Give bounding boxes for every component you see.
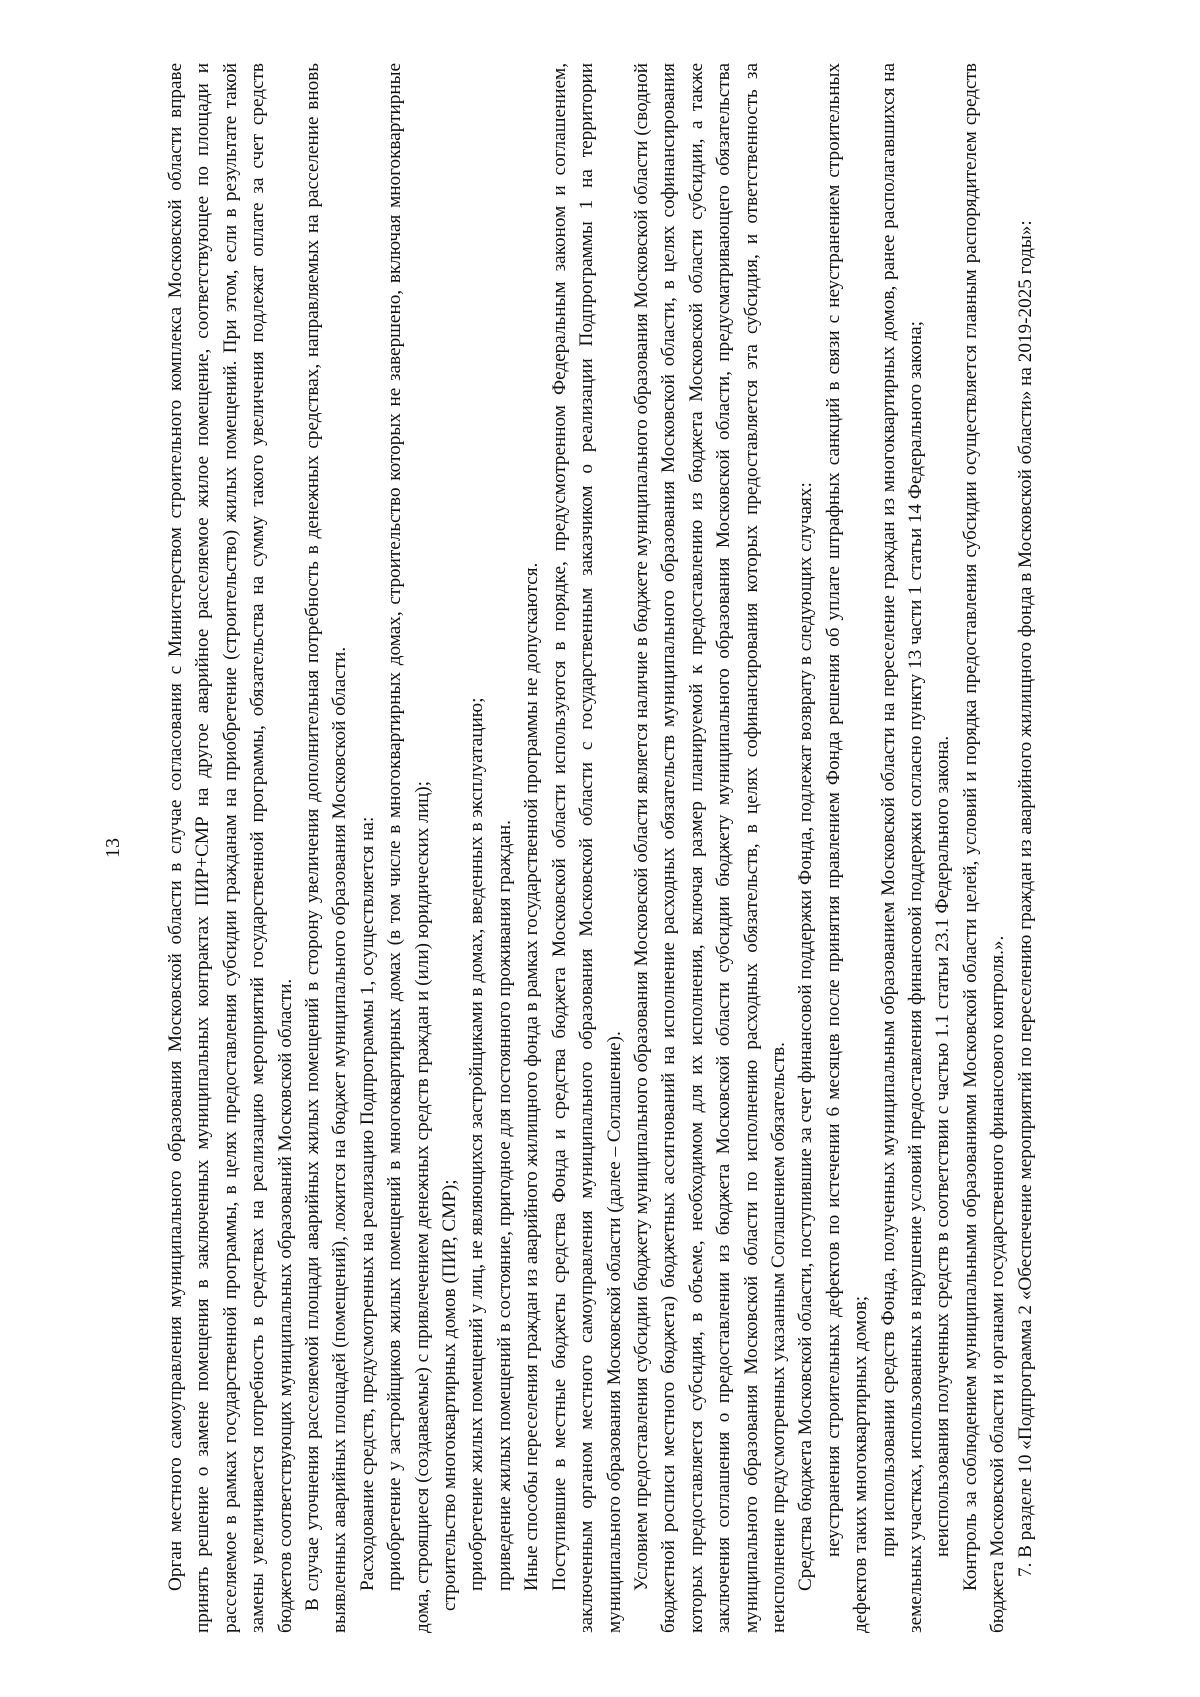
paragraph: приобретение жилых помещений у лиц, не являющихся застройщиками в домах, введенных в эксплуатацию; [466, 697, 488, 1591]
paragraph: Условием предоставления субсидии бюджету муниципального образования Московской области является наличие в бюджете муниципального образования Московской области (сводной бюджетной росписи местного бюджета) бюджетных ассигнований на исполнение расходных обязательств муниципального образования Московской области, в целях софинансирования которых предоставляется субсидия, в объеме, необходимом для их исполнения, включая размер планируемой к предоставлению из бюджета Московской области субсидии, а также заключения соглашения о предоставлении из бюджета Московской области субсидии бюджету муниципального образования Московской области, предусматривающего обязательства муниципального образования Московской области по исполнению расходных обязательств, в целях софинансирования которых предоставляется эта субсидия, и ответственность за неисполнение предусмотренных указанным Соглашением обязательств. [630, 63, 789, 1633]
paragraph: В случае уточнения расселяемой площади аварийных жилых помещений в сторону увеличения дополнительная потребность в денежных средствах, направляемых на расселение вновь выявленных аварийных площадей (помещений), ложится на бюджет муниципального образования Московской области. [302, 63, 351, 1633]
paragraph: Поступившие в местные бюджеты средства Фонда и средства бюджета Московской области используются в порядке, предусмотренном Федеральным законом и соглашением, заключенным органом местного самоуправления муниципального образования Московской области с государственным заказчиком о реализации Подпрограммы 1 на территории муниципального образования Московской области (далее – Соглашение). [548, 63, 625, 1633]
paragraph: Иные способы переселения граждан из аварийного жилищного фонда в рамках государственной программы не допускаются. [521, 562, 543, 1591]
paragraph: Расходование средств, предусмотренных на реализацию Подпрограммы 1, осуществляется на: [356, 816, 378, 1591]
paragraph: при использовании средств Фонда, полученных муниципальным образованием Московской области на переселение граждан из многоквартирных домов, ранее располагавшихся на земельных участках, использованных в нарушение условий предоставления финансовой поддержки согласно пункту 13 части 1 статьи 14 Федерального закона; [877, 63, 926, 1633]
paragraph: неиспользования полученных средств в соответствии с частью 1.1 статьи 23.1 Федерального закона. [932, 735, 954, 1557]
page-number: 13 [102, 838, 124, 858]
paragraph: Орган местного самоуправления муниципального образования Московской области в случае согласования с Министерством строительного комплекса Московской области вправе принять решение о замене помещения в заключенных муниципальных контрактах ПИР+СМР на другое аварийное расселяемое жилое помещение, соответствующее по площади и расселяемое в рамках государственной программы, в целях предоставления субсидии гражданам на приобретение (строительство) жилых помещений. При этом, если в результате такой замены увеличивается потребность в средствах на реализацию мероприятий государственной программы, обязательства на сумму такого увеличения подлежат оплате за счет средств бюджетов соответствующих муниципальных образований Московской области. [165, 63, 296, 1633]
paragraph: строительство многоквартирных домов (ПИР, СМР); [439, 1179, 461, 1611]
paragraph: 7. В разделе 10 «Подпрограмма 2 «Обеспечение мероприятий по переселению граждан из аварийного жилищного фонда в Московской области» на 2019-2025 годы»: [1014, 220, 1036, 1577]
paragraph: неустранения строительных дефектов по истечении 6 месяцев после принятия правлением Фонда решения об уплате штрафных санкций в связи с неустранением строительных дефектов таких многоквартирных домов; [822, 63, 872, 1633]
document-body [162, 63, 1039, 1633]
paragraph: приведение жилых помещений в состояние, пригодное для постоянного проживания граждан. [493, 820, 515, 1591]
paragraph: Контроль за соблюдением муниципальными образованиями Московской области целей, условий и порядка предоставления субсидии осуществляется главным распорядителем средств бюджета Московской области и органами государственного финансового контроля.». [959, 63, 1009, 1633]
paragraph: Средства бюджета Московской области, поступившие за счет финансовой поддержки Фонда, подлежат возврату в следующих случаях: [795, 482, 817, 1591]
rotated-page-content [100, 63, 1100, 1633]
paragraph: приобретение у застройщиков жилых помещений в многоквартирных домах (в том числе в многоквартирных домах, строительство которых не завершено, включая многоквартирные дома, строящиеся (создаваемые) с привлечением денежных средств граждан и (или) юридических лиц); [384, 63, 433, 1633]
